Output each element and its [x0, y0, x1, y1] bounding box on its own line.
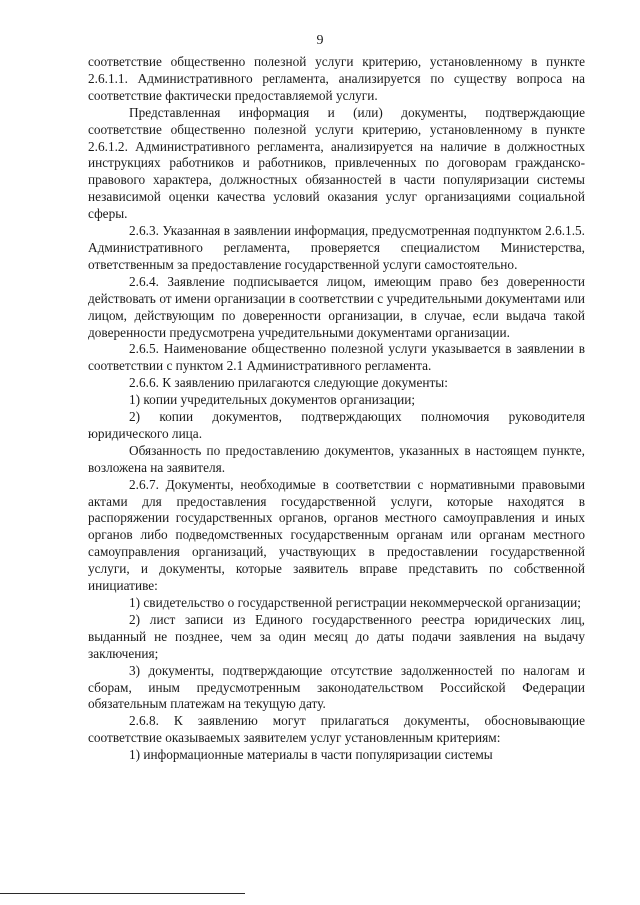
paragraph: 2.6.4. Заявление подписывается лицом, имеющим право без доверенности действовать от имени организации в соответствии с учредительными документами или лицом, действующим по доверенности организации, в случае, если выдача такой доверенности предусмотрена учредительными документами организации.: [88, 273, 585, 340]
paragraph: 1) информационные материалы в части популяризации системы: [129, 747, 493, 763]
paragraph: Обязанность по предоставлению документов, указанных в настоящем пункте, возложена на заявителя.: [88, 442, 585, 475]
paragraph: 2.6.7. Документы, необходимые в соответствии с нормативными правовыми актами для предоставления государственной услуги, которые находятся в распоряжении государственных органов, органов местного самоуправления и иных органов либо подведомственных государственным органам или органам местного самоуправления организаций, участвующих в предоставлении государственной услуги, и документы, которые заявитель вправе представить по собственной инициативе:: [88, 476, 585, 594]
paragraph: 2.6.6. К заявлению прилагаются следующие документы:: [129, 375, 448, 391]
paragraph: 2) лист записи из Единого государственного реестра юридических лиц, выданный не позднее, чем за один месяц до даты подачи заявления на выдачу заключения;: [88, 611, 585, 661]
paragraph: Представленная информация и (или) документы, подтверждающие соответствие общественно полезной услуги критерию, установленному в пункте 2.6.1.2. Административного регламента, анализируется на наличие в должностных инструкциях работников и работников, привлеченных по договорам гражданско-правового характера, должностных обязанностей в части популяризации системы независимой оценки качества условий оказания услуг организациями социальной сферы.: [88, 104, 585, 222]
document-body: [88, 54, 585, 764]
paragraph: соответствие общественно полезной услуги критерию, установленному в пункте 2.6.1.1. Административного регламента, анализируется по существу вопроса на соответствие фактически предоставляемой услуги.: [88, 54, 585, 103]
paragraph: 2) копии документов, подтверждающих полномочия руководителя юридического лица.: [88, 409, 585, 441]
paragraph: 2.6.3. Указанная в заявлении информация, предусмотренная подпунктом 2.6.1.5. Административного регламента, проверяется специалистом Министерства, ответственным за предоставление государственной услуги самостоятельно.: [88, 223, 585, 272]
paragraph: 1) свидетельство о государственной регистрации некоммерческой организации;: [129, 595, 581, 610]
footnote-separator: [0, 893, 245, 894]
paragraph: 1) копии учредительных документов организации;: [129, 392, 416, 408]
paragraph: 3) документы, подтверждающие отсутствие задолженностей по налогам и сборам, иным предусмотренным законодательством Российской Федерации обязательным платежам на текущую дату.: [88, 662, 585, 712]
page-number: 9: [316, 33, 324, 48]
paragraph: 2.6.8. К заявлению могут прилагаться документы, обосновывающие соответствие оказываемых заявителем услуг установленным критериям:: [88, 713, 585, 746]
paragraph: 2.6.5. Наименование общественно полезной услуги указывается в заявлении в соответствии с пунктом 2.1 Административного регламента.: [88, 341, 585, 374]
